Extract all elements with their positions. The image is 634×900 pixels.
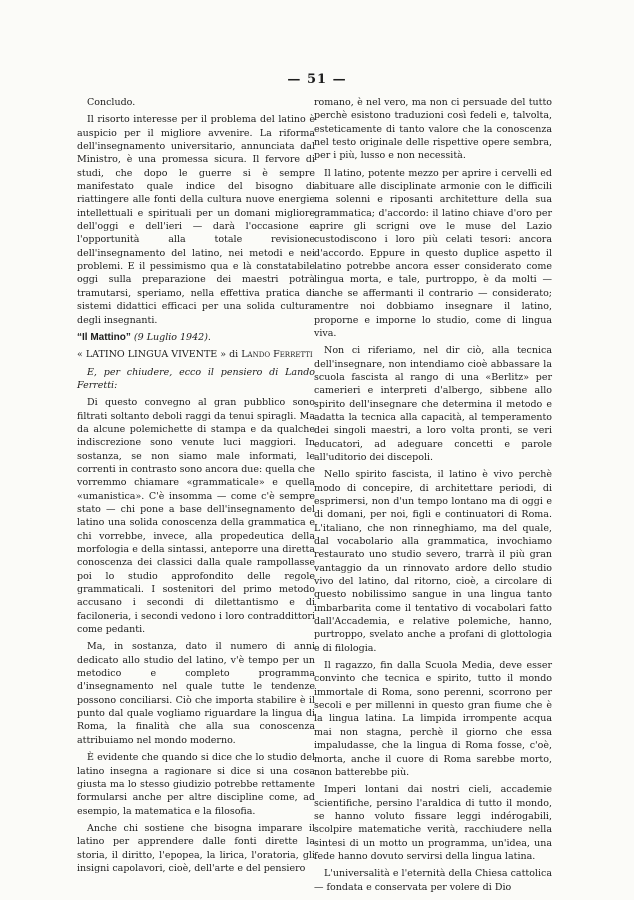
source-citation [77,331,315,344]
paragraph: Il latino, potente mezzo per aprire i cervelli ed abituare alle disciplinate armonie con le difficili ma solenni e riposanti architetture della sua grammatica; d'accordo: il latino chiave d'oro per aprire gli scrigni ove le muse del Lazio custodiscono i loro più celati tesori: ancora d'accordo. Eppure in questo duplice aspetto il latino potrebbe ancora esser considerato come lingua morta, e tale, purtroppo, è da molti — anche se affermanti il contrario — considerato; mentre noi dobbiamo insegnare il latino, proporne e imporne lo studio, come di lingua viva. [314,167,552,339]
left-column [77,96,315,875]
newspaper-name: “Il Mattino” [77,331,131,343]
article-title-line [77,348,315,361]
paragraph: È evidente che quando si dice che lo studio del latino insegna a ragionare si dice si una cosa giusta ma lo stesso giudizio potrebbe rettamente formularsi anche per altre discipline come, ad esempio, la matematica e la filosofia. [77,752,315,817]
page-number: — 51 — [287,72,347,87]
paragraph: romano, è nel vero, ma non ci persuade del tutto perchè esistono traduzioni così fedeli e, talvolta, esteticamente di tanto valore che la conoscenza nel testo originale delle rispettive opere sembra, per i più, lusso e non necessità. [314,97,552,162]
paragraph: Non ci riferiamo, nel dir ciò, alla tecnica dell'insegnare, non intendiamo cioè abbassare la scuola fascista al rango di una «Berlitz» per camerieri e interpreti d'albergo, sibbene allo spirito dell'insegnare che determina il metodo e adatta la tecnica alla capacità, al temperamento dei singoli maestri, a loro volta pronti, se veri educatori, ad adeguare concetti e parole all'uditorio dei discepoli. [314,345,552,463]
article-intro: E, per chiudere, ecco il pensiero di Lando Ferretti: [77,366,315,391]
article-author: Lando Ferretti [241,349,313,361]
paragraph: Anche chi sostiene che bisogna imparare il latino per apprendere dalle fonti dirette la storia, il diritto, l'epopea, la lirica, l'oratoria, gli insigni capolavori, cioè, dell'arte e del pensiero [77,822,315,874]
conclusion-heading: Concludo. [87,97,136,108]
source-date: (9 Luglio 1942). [133,331,211,343]
paragraph: L'universalità e l'eternità della Chiesa cattolica — fondata e conservata per volere di Dio [314,868,552,893]
paragraph: Il ragazzo, fin dalla Scuola Media, deve esser convinto che tecnica e spirito, tutto il mondo immortale di Roma, sono perenni, scorrono per secoli e per millenni in questo gran fiume che è la lingua latina. La limpida irrompente acqua mai non stagna, perchè il giorno che essa impaludasse, che la lingua di Roma fosse, c'oè, morta, anche il cuore di Roma sarebbe morto, non batterebbe più. [314,660,552,778]
right-column [314,96,552,894]
paragraph: Nello spirito fascista, il latino è vivo perchè modo di concepire, di architettare periodi, di esprimersi, non d'un tempo lontano ma di oggi e di domani, per noi, figli e continuatori di Roma. L'italiano, che non rinneghiamo, ma del quale, dal vocabolario alla grammatica, invochiamo restaurato uno studio severo, trarrà il più gran vantaggio da un rinnovato ardore dello studio vivo del latino, dal ritorno, cioè, a circolare di questo nobilissimo sangue in una lingua tanto imbarbarita come il tentativo di vocabolari fatto dall'Accademia, e relative polemiche, hanno, purtroppo, svelato anche a profani di glottologia e di filologia. [314,469,552,654]
paragraph: Di questo convegno al gran pubblico sono filtrati soltanto deboli raggi da tenui spiragli. Ma da alcune polemichette di stampa e da qualche indiscrezione sono venute luci maggiori. In sostanza, se non siamo male informati, le correnti in contrasto sono ancora due: quella che vorremmo chiamare «grammaticale» e quella «umanistica». C'è insomma — come c'è sempre stato — chi pone a base dell'insegnamento del latino una solida conoscenza della grammatica e chi vorrebbe, invece, alla propedeutica della morfologia e della sintassi, anteporre una diretta conoscenza dei classici dalla quale rampollasse poi lo studio approfondito delle regole grammaticali. I sostenitori del primo metodo accusano i secondi di dilettantismo e di faciloneria, i secondi vedono i loro contraddittori come pedanti. [77,397,315,636]
paragraph: Imperi lontani dai nostri cieli, accademie scientifiche, persino l'araldica di tutto il mondo, se hanno voluto fissare leggi indérogabili, scolpire matematiche verità, racchiudere nella sintesi di un motto un programma, un'idea, una fede hanno dovuto servirsi della lingua latina. [314,784,552,862]
paragraph: Il risorto interesse per il problema del latino è auspicio per il migliore avvenire. La riforma dell'insegnamento universitario, annunciata dal Ministro, è una promessa sicura. Il fervore di studi, che dopo le guerre si è sempre manifestato quale indice del bisogno di riattingere alle fonti della cultura nuove energie intellettuali e spirituali per un domani migliore dell'oggi e dell'ieri — darà l'occasione e l'opportunità alla totale revisione dell'insegnamento del latino, nei metodi e nei problemi. E il pessimismo qua e là constatabile oggi sulla preparazione dei maestri potrà tramutarsi, speriamo, nella effettiva pratica di sistemi didattici efficaci per una solida cultura degli insegnanti. [77,114,315,326]
paragraph: Ma, in sostanza, dato il numero di anni dedicato allo studio del latino, v'è tempo per un metodico e completo programma d'insegnamento nel quale tutte le tendenze possono conciliarsi. Ciò che importa stabilire è il punto dal quale vogliamo riguardare la lingua di Roma, la finalità che alla sua conoscenza attribuiamo nel mondo moderno. [77,641,315,746]
article-title: « LATINO LINGUA VIVENTE » di [77,349,239,361]
